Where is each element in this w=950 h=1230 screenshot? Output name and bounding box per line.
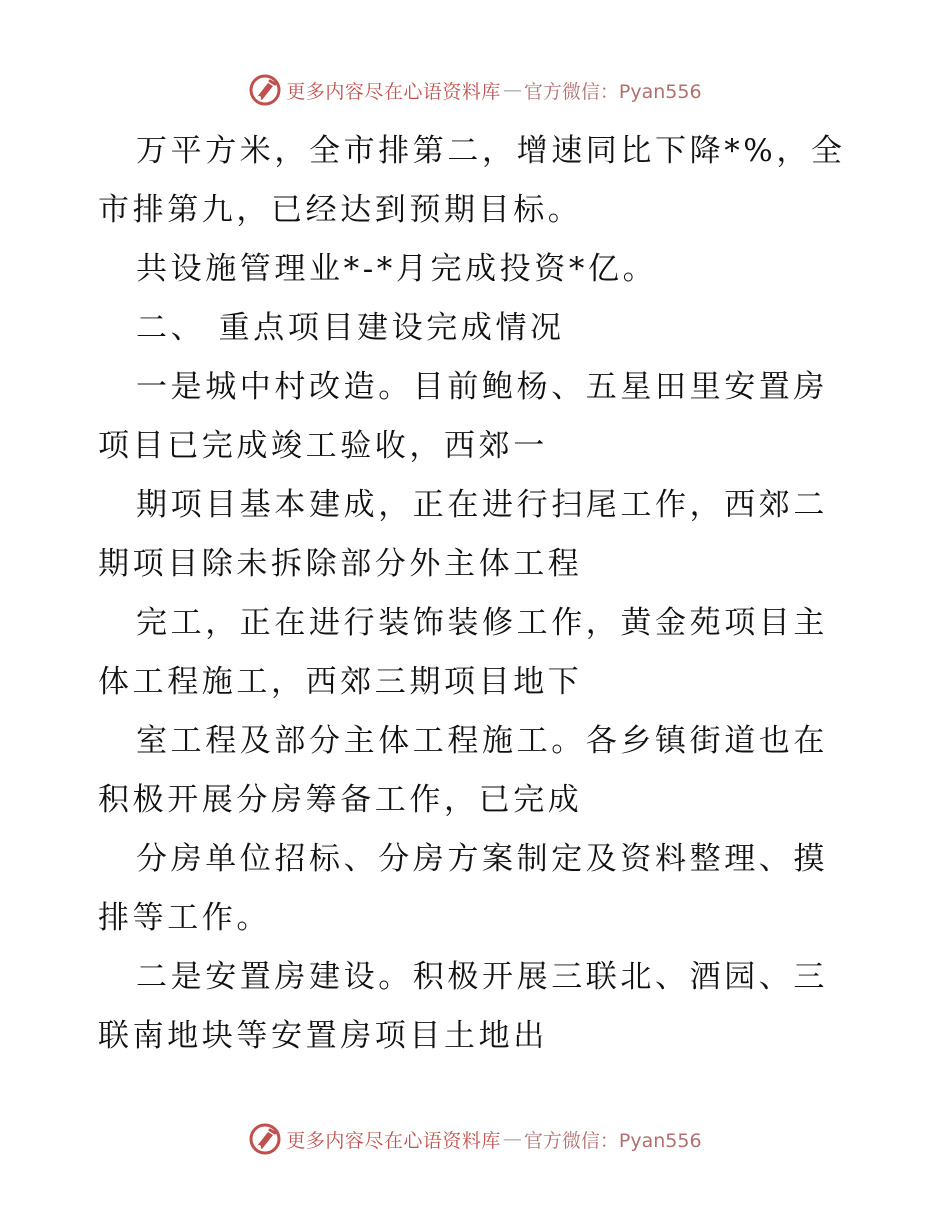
footer-dash: — [502, 1128, 522, 1150]
paragraph: 完工，正在进行装饰装修工作，黄金苑项目主体工程施工，西郊三期项目地下 [98, 605, 828, 700]
paragraph: 分房单位招标、分房方案制定及资料整理、摸排等工作。 [98, 841, 828, 936]
footer-contact-text: 官方微信：Pyan556 [523, 1129, 702, 1152]
header-brand-text: 更多内容尽在心语资料库 [286, 80, 501, 103]
header-contact-text: 官方微信：Pyan556 [523, 80, 702, 103]
header-banner [0, 70, 950, 110]
header-dash: — [502, 79, 522, 101]
document-body [98, 122, 858, 1066]
paragraph: 共设施管理业*-*月完成投资*亿。 [136, 251, 658, 287]
section-heading: 二、 重点项目建设完成情况 [136, 310, 565, 346]
paragraph: 期项目基本建成，正在进行扫尾工作，西郊二期项目除未拆除部分外主体工程 [98, 487, 828, 582]
brand-logo-icon [248, 73, 282, 107]
paragraph: 万平方米，全市排第二，增速同比下降*%，全市排第九，已经达到预期目标。 [98, 133, 846, 228]
footer-banner [0, 1119, 950, 1159]
paragraph: 室工程及部分主体工程施工。各乡镇街道也在积极开展分房筹备工作，已完成 [98, 723, 828, 818]
paragraph: 二是安置房建设。积极开展三联北、酒园、三联南地块等安置房项目土地出 [98, 959, 828, 1054]
footer-brand-text: 更多内容尽在心语资料库 [286, 1129, 501, 1152]
brand-logo-icon [248, 1122, 282, 1156]
paragraph: 一是城中村改造。目前鲍杨、五星田里安置房项目已完成竣工验收，西郊一 [98, 369, 828, 464]
